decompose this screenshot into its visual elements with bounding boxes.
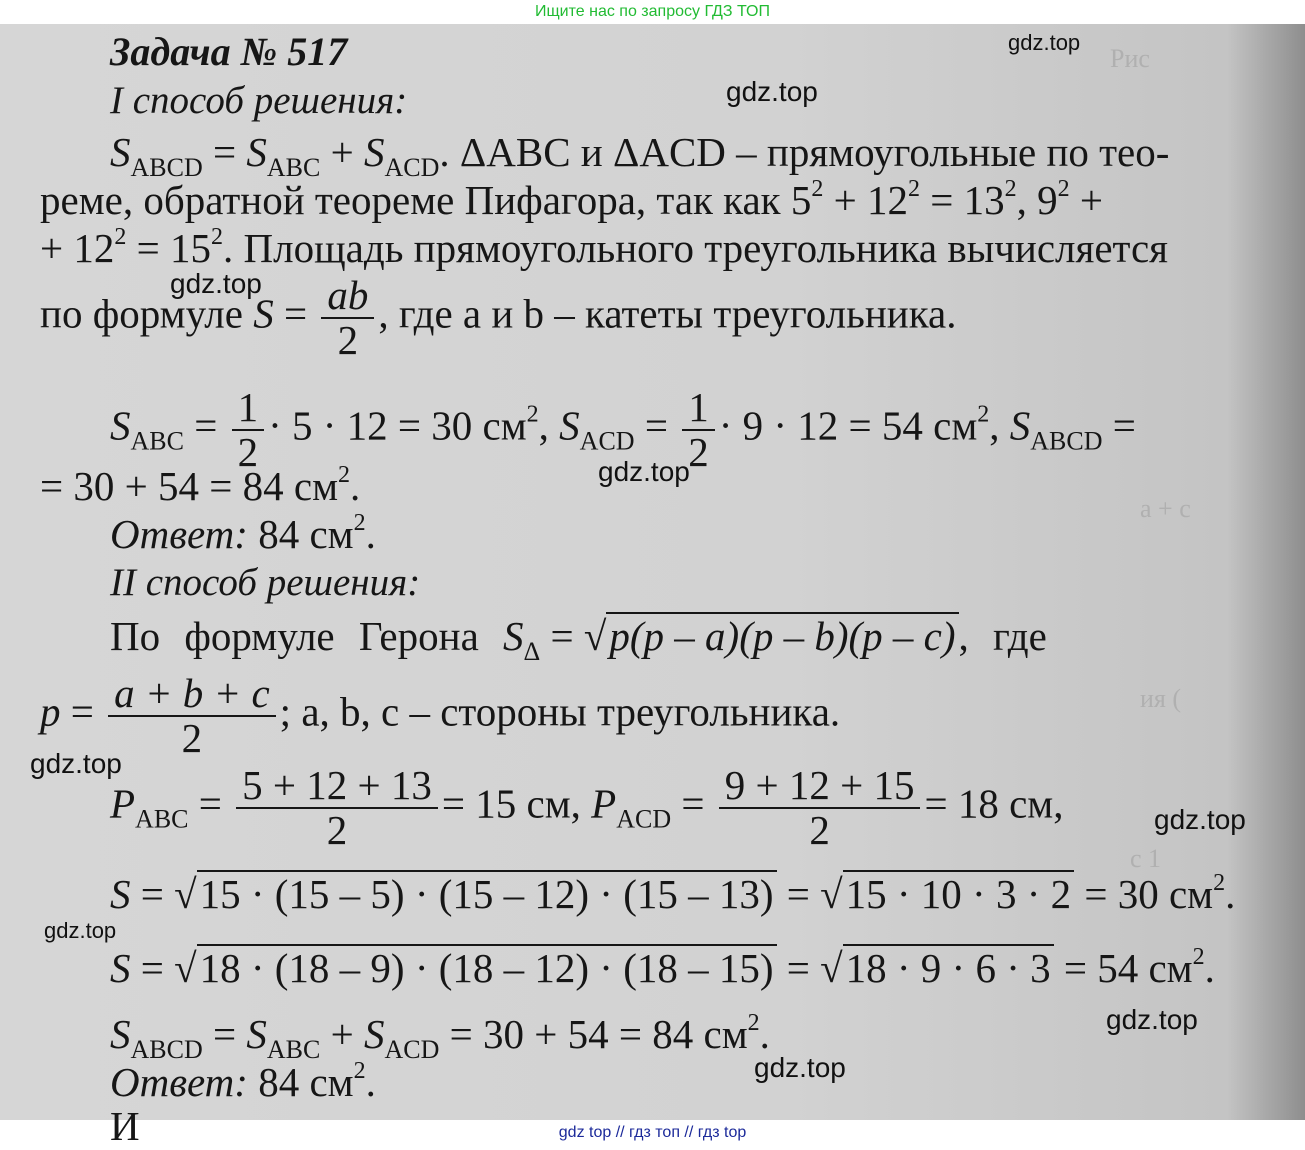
watermark: gdz.top — [170, 268, 262, 299]
problem-title: Задача № 517 — [110, 29, 348, 74]
area-total-line: $S_{ABCD} = S_{ABC} + S_{ACD} = 30 + 54 = 84$ $см^2$. — [110, 1010, 770, 1064]
heron-calc-2: S = √18 · (18 – 9) · (18 – 12) · (18 – 15) = √18 · 9 · 6 · 3 = 54 $см^2$. — [110, 944, 1215, 991]
p-definition: p = $\frac{a + b + c}{2}$ ; a, b, c – стороны треугольника. — [40, 670, 841, 762]
bleed-through-text: ия ( — [1140, 684, 1182, 713]
method-1-heading: I способ решения: — [110, 79, 408, 122]
watermark: gdz.top — [1154, 804, 1246, 835]
bottom-banner[interactable]: gdz top // гдз топ // гдз top — [558, 1124, 747, 1141]
bleed-through-text: Рис — [1110, 44, 1150, 73]
heron-calc-1: S = √15 · (15 – 5) · (15 – 12) · (15 – 13) = √15 · 10 · 3 · 2 = 30 $см^2$. — [110, 870, 1236, 917]
bleed-through-text: a + c — [1140, 494, 1191, 523]
area-calc-line: $S_{ABC}$ = $\frac{1}{2}$ · 5 · 12 = 30 $см^2$, $S_{ACD}$ = $\frac{1}{2}$ · 9 · 12 = 54 $см^2$, $S_{ABCD}$ = — [110, 384, 1136, 476]
watermark: gdz.top — [726, 76, 818, 107]
bleed-through-text: с 1 — [1130, 844, 1162, 873]
answer-2: Ответ: 84 $см^2$. — [110, 1058, 376, 1105]
watermark: gdz.top — [598, 456, 690, 487]
watermark: gdz.top — [44, 918, 117, 943]
formula-line: по формуле S = $\frac{ab}{2}$ , где a и b – катеты треугольника. — [40, 272, 957, 364]
answer-1: Ответ: 84 $см^2$. — [110, 510, 376, 557]
area-sum-line: = 30 + 54 = 84 $см^2$. — [40, 462, 361, 509]
pythagoras-line: реме, обратной теореме Пифагора, так как $5^2 + 12^2 = 13^2$, $9^2$ + — [40, 176, 1103, 223]
top-banner[interactable]: Ищите нас по запросу ГДЗ ТОП — [535, 3, 770, 20]
watermark: gdz.top — [30, 748, 122, 779]
watermark: gdz.top — [754, 1052, 846, 1083]
perimeter-line: $P_{ABC}$ = $\frac{5 + 12 + 13}{2}$ = 15 см, $P_{ACD}$ = $\frac{9 + 12 + 15}{2}$ = 18 см, — [110, 762, 1064, 854]
watermark: gdz.top — [1106, 1004, 1198, 1035]
formula-area-sum: $S_{ABCD} = S_{ABC} + S_{ACD}$. ΔABC и ΔACD – прямоугольные по тео- — [110, 129, 1170, 182]
watermark: gdz.top — [1008, 30, 1081, 55]
pythagoras-line-2: + $12^2 = 15^2$. Площадь прямоугольного треугольника вычисляется — [40, 224, 1169, 271]
heron-line: По формуле Герона $S_\Delta = √p(p - a)(p - b)(p - c)$, где — [110, 613, 1047, 666]
method-2-heading: II способ решения: — [110, 561, 421, 604]
cut-off-text: И — [110, 1103, 140, 1149]
